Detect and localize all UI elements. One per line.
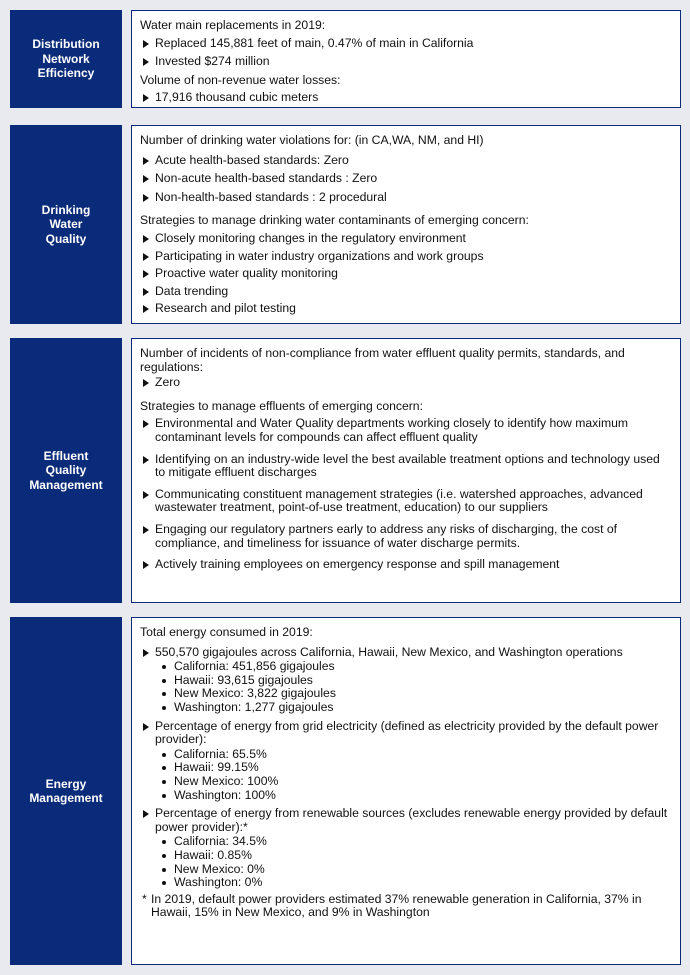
triangle-bullet-icon	[143, 40, 149, 48]
list-item: Invested $274 million	[140, 55, 672, 69]
sub-list-item: California: 34.5%	[160, 835, 672, 849]
dot-bullet-icon	[162, 854, 166, 858]
triangle-bullet-icon	[143, 810, 149, 818]
sub-list-item: New Mexico: 100%	[160, 775, 672, 789]
sub-list-item: Washington: 0%	[160, 876, 672, 890]
dot-bullet-icon	[162, 679, 166, 683]
row-label: Effluent Quality Management	[10, 338, 122, 603]
row-content	[131, 617, 681, 965]
triangle-bullet-icon	[143, 723, 149, 731]
sub-list-item: Hawaii: 0.85%	[160, 849, 672, 863]
list-item: Closely monitoring changes in the regulatory environment	[140, 232, 672, 246]
list-item: Actively training employees on emergency response and spill management	[140, 558, 672, 572]
list-item: Research and pilot testing	[140, 302, 672, 316]
sub-list-item: New Mexico: 0%	[160, 863, 672, 877]
triangle-bullet-icon	[143, 175, 149, 183]
list-item: 550,570 gigajoules across California, Hawaii, New Mexico, and Washington operations	[140, 646, 672, 660]
list-item: Acute health-based standards: Zero	[140, 154, 672, 168]
section-heading: Number of drinking water violations for: (in CA,WA, NM, and HI)	[140, 133, 484, 147]
triangle-bullet-icon	[143, 270, 149, 278]
list-item: Environmental and Water Quality departments working closely to identify how maximum contaminant levels for compounds can affect effluent quality	[140, 417, 672, 444]
row-content	[131, 338, 681, 603]
footnote-text: In 2019, default power providers estimated 37% renewable generation in California, 37% in Hawaii, 15% in New Mexico, and 9% in Washington	[151, 891, 642, 920]
sub-list-item: Hawaii: 93,615 gigajoules	[160, 674, 672, 688]
triangle-bullet-icon	[143, 194, 149, 202]
section-heading: Strategies to manage drinking water contaminants of emerging concern:	[140, 213, 529, 228]
row-energy-management	[3, 610, 687, 972]
triangle-bullet-icon	[143, 526, 149, 534]
row-label: Energy Management	[10, 617, 122, 965]
triangle-bullet-icon	[143, 491, 149, 499]
triangle-bullet-icon	[143, 288, 149, 296]
sub-list-item: California: 65.5%	[160, 748, 672, 762]
sub-list	[160, 748, 672, 802]
dot-bullet-icon	[162, 766, 166, 770]
triangle-bullet-icon	[143, 235, 149, 243]
dot-bullet-icon	[162, 665, 166, 669]
triangle-bullet-icon	[143, 561, 149, 569]
triangle-bullet-icon	[143, 305, 149, 313]
dot-bullet-icon	[162, 794, 166, 798]
section-heading: Number of incidents of non-compliance from water effluent quality permits, standards, and regulations:	[140, 346, 625, 374]
list-item: Participating in water industry organizations and work groups	[140, 250, 672, 264]
row-content	[131, 10, 681, 108]
dot-bullet-icon	[162, 840, 166, 844]
section-heading: Strategies to manage effluents of emerging concern:	[140, 398, 423, 413]
sub-list-item: Washington: 100%	[160, 789, 672, 803]
sub-list-item: Hawaii: 99.15%	[160, 761, 672, 775]
list-item: Percentage of energy from grid electricity (defined as electricity provided by the default power provider):	[140, 720, 672, 747]
list-item: Proactive water quality monitoring	[140, 267, 672, 281]
dot-bullet-icon	[162, 780, 166, 784]
row-distribution-network-efficiency	[3, 3, 687, 115]
list-item: Non-acute health-based standards : Zero	[140, 172, 672, 186]
list-item: Percentage of energy from renewable sources (excludes renewable energy provided by default power provider):*	[140, 807, 672, 834]
footnote-marker: *	[142, 891, 147, 906]
dot-bullet-icon	[162, 706, 166, 710]
sub-list-item: California: 451,856 gigajoules	[160, 660, 672, 674]
row-label: Drinking Water Quality	[10, 125, 122, 324]
row-drinking-water-quality	[3, 118, 687, 331]
sub-list-item: Washington: 1,277 gigajoules	[160, 701, 672, 715]
sub-list	[160, 835, 672, 889]
triangle-bullet-icon	[143, 420, 149, 428]
dot-bullet-icon	[162, 881, 166, 885]
dot-bullet-icon	[162, 692, 166, 696]
triangle-bullet-icon	[143, 253, 149, 261]
list-item: Data trending	[140, 285, 672, 299]
triangle-bullet-icon	[143, 94, 149, 102]
triangle-bullet-icon	[143, 58, 149, 66]
list-item: 17,916 thousand cubic meters	[140, 91, 672, 105]
section-heading: Total energy consumed in 2019:	[140, 625, 313, 639]
list-item: Zero	[140, 376, 672, 390]
row-content	[131, 125, 681, 324]
dot-bullet-icon	[162, 868, 166, 872]
section-heading: Volume of non-revenue water losses:	[140, 72, 341, 87]
triangle-bullet-icon	[143, 379, 149, 387]
row-effluent-quality-management	[3, 331, 687, 610]
sub-list-item: New Mexico: 3,822 gigajoules	[160, 687, 672, 701]
list-item: Non-health-based standards : 2 procedural	[140, 191, 672, 205]
dot-bullet-icon	[162, 753, 166, 757]
list-item: Communicating constituent management strategies (i.e. watershed approaches, advanced wastewater treatment, point-of-use treatment, education) to our suppliers	[140, 488, 672, 515]
footnote	[140, 893, 672, 920]
triangle-bullet-icon	[143, 456, 149, 464]
section-heading: Water main replacements in 2019:	[140, 18, 326, 32]
sub-list	[160, 660, 672, 714]
triangle-bullet-icon	[143, 649, 149, 657]
list-item: Replaced 145,881 feet of main, 0.47% of main in California	[140, 37, 672, 51]
triangle-bullet-icon	[143, 157, 149, 165]
list-item: Engaging our regulatory partners early to address any risks of discharging, the cost of compliance, and timeliness for issuance of water discharge permits.	[140, 523, 672, 550]
row-label: Distribution Network Efficiency	[10, 10, 122, 108]
list-item: Identifying on an industry-wide level the best available treatment options and technology used to mitigate effluent discharges	[140, 453, 672, 480]
